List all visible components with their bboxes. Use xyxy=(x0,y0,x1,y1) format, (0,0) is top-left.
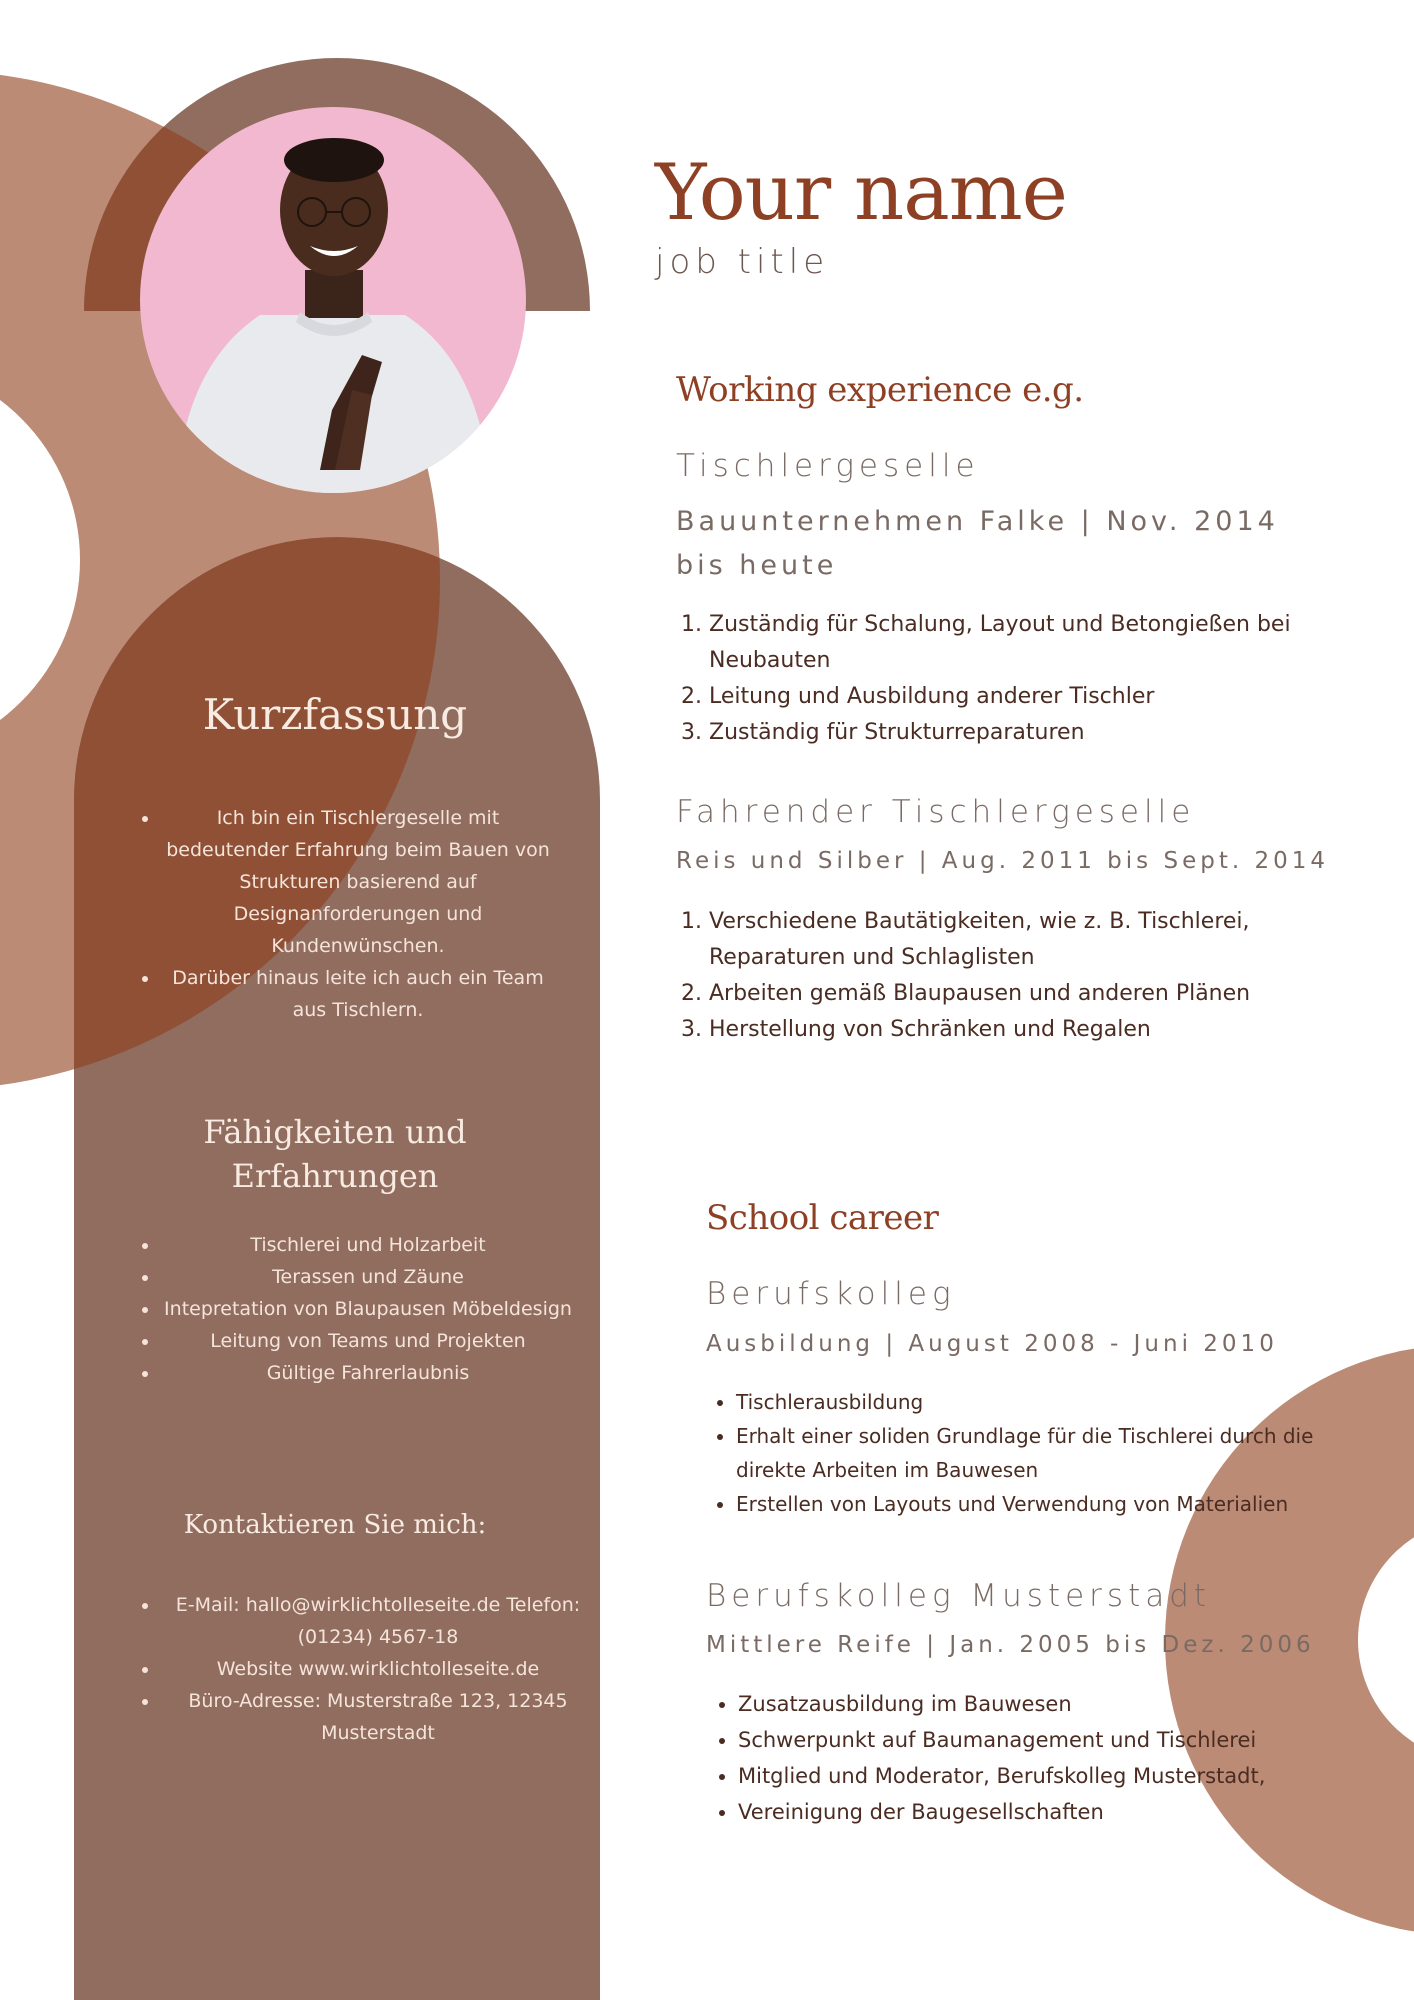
skills-heading-line2: Erfahrungen xyxy=(231,1157,439,1195)
list-item: • Intepretation von Blaupausen Möbeldesign xyxy=(160,1293,580,1325)
list-item: • Ich bin ein Tischlergeselle mit bedeutender Erfahrung beim Bauen von Strukturen basierend auf Designanforderungen und Kundenwünschen. xyxy=(160,802,560,962)
contact-list xyxy=(120,1589,600,1749)
list-item: • Gültige Fahrerlaubnis xyxy=(160,1357,580,1389)
page-title: Your name xyxy=(655,148,1067,238)
school-list xyxy=(708,1686,1368,1830)
list-item: • Erhalt einer soliden Grundlage für die Tischlerei durch die direkte Arbeiten im Bauwesen xyxy=(736,1419,1366,1487)
job-role: Fahrender Tischlergeselle xyxy=(676,794,1196,830)
job-meta xyxy=(676,500,1279,588)
list-item: 2. Leitung und Ausbildung anderer Tischler xyxy=(709,679,1349,715)
skills-heading xyxy=(110,1110,560,1198)
list-item: 3. Herstellung von Schränken und Regalen xyxy=(709,1012,1349,1048)
list-item: • Tischlerei und Holzarbeit xyxy=(160,1229,580,1261)
school-list xyxy=(706,1385,1366,1521)
list-item: • Schwerpunkt auf Baumanagement und Tischlerei xyxy=(738,1722,1368,1758)
job-meta-line2: bis heute xyxy=(676,550,838,581)
job-duties-list xyxy=(679,607,1349,751)
school-name: Berufskolleg xyxy=(706,1276,956,1312)
list-item: • Erstellen von Layouts und Verwendung von Materialien xyxy=(736,1487,1366,1521)
school-name: Berufskolleg Musterstadt xyxy=(706,1578,1212,1614)
skills-list xyxy=(120,1229,580,1389)
list-item: 3. Zuständig für Strukturreparaturen xyxy=(709,715,1349,751)
summary-list xyxy=(120,802,560,1026)
experience-heading: Working experience e.g. xyxy=(676,370,1084,410)
list-item: 2. Arbeiten gemäß Blaupausen und anderen Plänen xyxy=(709,976,1349,1012)
school-meta: Mittlere Reife | Jan. 2005 bis Dez. 2006 xyxy=(706,1632,1315,1658)
list-item: 1. Verschiedene Bautätigkeiten, wie z. B. Tischlerei, Reparaturen und Schlaglisten xyxy=(709,904,1349,976)
list-item: • Website www.wirklichtolleseite.de xyxy=(160,1653,600,1685)
job-meta: Reis und Silber | Aug. 2011 bis Sept. 2014 xyxy=(676,848,1329,874)
job-role: Tischlergeselle xyxy=(676,448,980,484)
job-duties-list xyxy=(679,904,1349,1048)
list-item: 1. Zuständig für Schalung, Layout und Betongießen bei Neubauten xyxy=(709,607,1349,679)
school-meta: Ausbildung | August 2008 - Juni 2010 xyxy=(706,1331,1278,1357)
list-item: • Leitung von Teams und Projekten xyxy=(160,1325,580,1357)
list-item: • Zusatzausbildung im Bauwesen xyxy=(738,1686,1368,1722)
contact-heading: Kontaktieren Sie mich: xyxy=(183,1510,487,1540)
skills-heading-line1: Fähigkeiten und xyxy=(203,1113,467,1151)
list-item: • Büro-Adresse: Musterstraße 123, 12345 Musterstadt xyxy=(160,1685,600,1749)
list-item: • Darüber hinaus leite ich auch ein Team aus Tischlern. xyxy=(160,962,560,1026)
list-item: • Vereinigung der Baugesellschaften xyxy=(738,1794,1368,1830)
school-heading: School career xyxy=(706,1198,939,1238)
list-item: • E-Mail: hallo@wirklichtolleseite.de Telefon: (01234) 4567-18 xyxy=(160,1589,600,1653)
summary-heading: Kurzfassung xyxy=(202,690,468,739)
list-item: • Terassen und Zäune xyxy=(160,1261,580,1293)
list-item: • Tischlerausbildung xyxy=(736,1385,1366,1419)
job-meta-line1: Bauunternehmen Falke | Nov. 2014 xyxy=(676,506,1279,537)
job-title: job title xyxy=(655,242,830,282)
list-item: • Mitglied und Moderator, Berufskolleg Musterstadt, xyxy=(738,1758,1368,1794)
